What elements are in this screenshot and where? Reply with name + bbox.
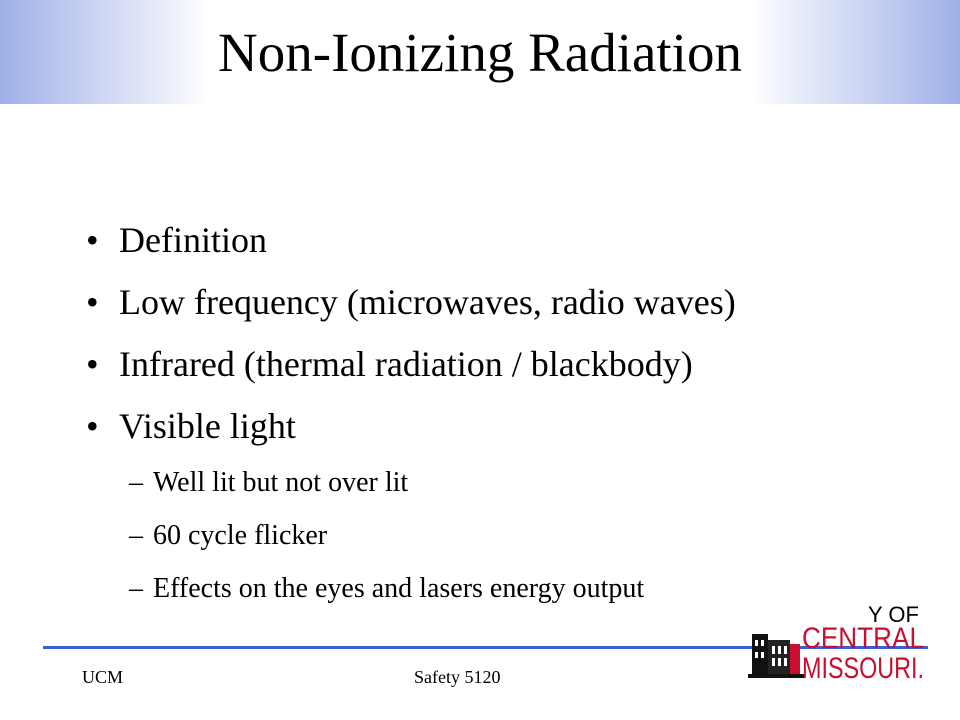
sub-bullet-item [86, 519, 926, 572]
dash-icon: – [129, 467, 143, 498]
dash-icon: – [129, 573, 143, 604]
sub-bullet-text: 60 cycle flicker [153, 520, 328, 551]
logo-text-line2: CENTRAL [802, 622, 924, 655]
bullet-icon: • [86, 406, 99, 446]
bullet-icon: • [86, 282, 99, 322]
bullet-text: Definition [119, 220, 267, 260]
footer-center-text: Safety 5120 [414, 667, 501, 687]
dash-icon: – [129, 520, 143, 551]
bullet-text: Visible light [119, 406, 296, 446]
bullet-icon: • [86, 344, 99, 384]
bullet-text: Infrared (thermal radiation / blackbody) [119, 344, 693, 384]
bullet-text: Low frequency (microwaves, radio waves) [119, 282, 736, 322]
building-icon [748, 634, 804, 678]
logo-text-line3: MISSOURI. [802, 652, 924, 685]
sub-bullet-item [86, 466, 926, 519]
bullet-item [86, 342, 926, 404]
slide-title: Non-Ionizing Radiation [218, 22, 742, 83]
sub-bullet-text: Effects on the eyes and lasers energy output [153, 573, 645, 604]
footer-left-text: UCM [82, 667, 124, 687]
logo-text-line1: Y OF [868, 602, 919, 627]
bullet-list [86, 218, 926, 625]
bullet-item [86, 404, 926, 466]
bullet-icon: • [86, 220, 99, 260]
bullet-item [86, 280, 926, 342]
bullet-item [86, 218, 926, 280]
sub-bullet-text: Well lit but not over lit [153, 467, 409, 498]
university-logo [748, 600, 928, 685]
